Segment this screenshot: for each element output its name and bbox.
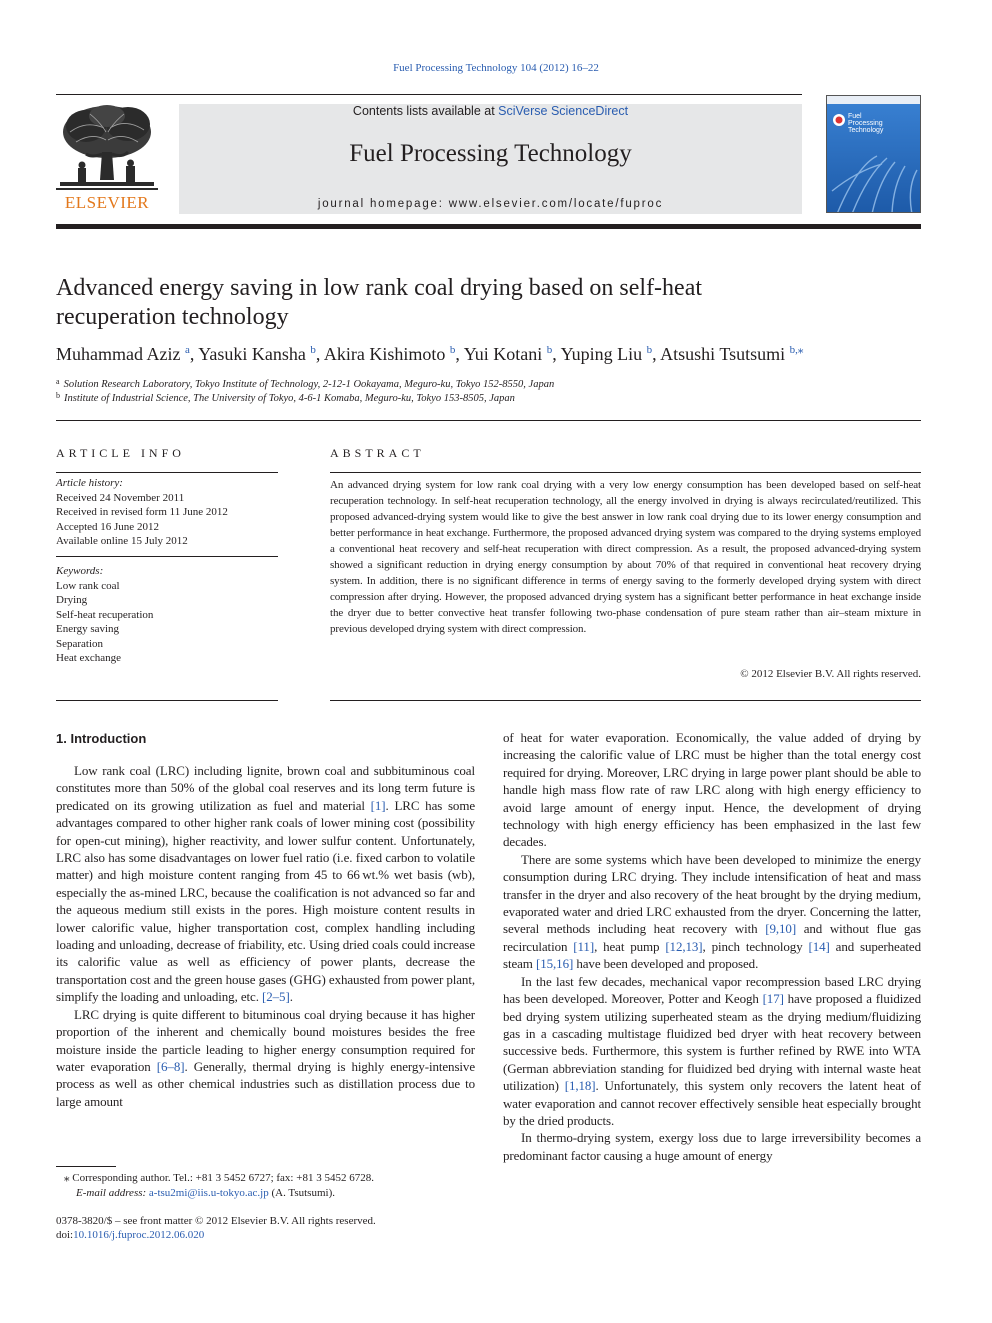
- citation-link[interactable]: [17]: [762, 991, 784, 1007]
- cover-title-line-1: Fuel: [848, 113, 862, 120]
- article-history-label: Article history:: [56, 477, 123, 489]
- history-item: Received in revised form 11 June 2012: [56, 506, 228, 518]
- journal-cover-thumbnail[interactable]: [826, 95, 921, 213]
- article-info-heading: ARTICLE INFO: [56, 446, 185, 460]
- keyword-item: Energy saving: [56, 623, 120, 635]
- citation-link[interactable]: [15,16]: [535, 956, 574, 972]
- author-name[interactable]: Atsushi Tsutsumi: [660, 344, 786, 364]
- doi-prefix: doi:: [56, 1229, 74, 1241]
- abstract-heading: ABSTRACT: [330, 446, 425, 460]
- citation-link[interactable]: [1]: [370, 797, 386, 813]
- author-affiliation-mark[interactable]: b: [310, 344, 316, 356]
- affiliation-mark: a: [56, 377, 60, 386]
- paragraph-text: have proposed a fluidized bed drying system utilizing superheated steam as the drying medium/fluidizing gas in a cascading multistage fluidized bed dryer with heat recovery between successive beds. Furthermore, this system is further refined by RWE into WTA (German abbreviation standing for fluidized bed drying with internal waste heat utilization): [503, 991, 921, 1094]
- body-column-left: [56, 762, 475, 1110]
- author-list: Muhammad Aziz $^a$, Yasuki Kansha $^b$, Akira Kishimoto $^b$, Yui Kotani $^b$, Yuping Liu $^b$, Atsushi Tsutsumi $^{b,⁎}$: [56, 344, 804, 364]
- body-paragraph: [503, 729, 921, 851]
- abstract-divider: [330, 700, 921, 701]
- paragraph-text: and without flue gas recirculation: [503, 921, 921, 954]
- body-column-right: [503, 729, 921, 1164]
- body-paragraph: [56, 762, 475, 1006]
- paragraph-text: . Generally, thermal drying is highly energy-intensive process as well as other chemical industries such as distillation process due to large amount: [56, 1058, 475, 1109]
- journal-title: Fuel Processing Technology: [349, 140, 632, 167]
- abstract-divider: [330, 472, 921, 473]
- affiliation-a: [56, 377, 554, 390]
- elsevier-wordmark: ELSEVIER: [64, 193, 150, 212]
- sciencedirect-link[interactable]: SciVerse ScienceDirect: [498, 104, 629, 118]
- journal-homepage-link[interactable]: journal homepage: www.elsevier.com/locate/fuproc: [317, 198, 664, 210]
- affiliation-b: [56, 391, 515, 404]
- keyword-item: Drying: [56, 594, 88, 606]
- paragraph-text: , heat pump: [594, 938, 666, 954]
- article-info-divider: [56, 556, 278, 557]
- paragraph-text: . LRC has some advantages compared to other higher rank coals of lower mining cost (possibility for open-cut mining), higher reactivity, and lower sulfur content. Unfortunately, LRC also has some disadvantages on lower fuel ratio (i.e. fixed carbon to volatile matter) and high moisture content ranging from 45 to 66 wt.% wet basis (wb), especially the as-mined LRC, because the coalification is not advanced so far and the aqueous medium still exists in the pores. High moisture content results in lower calorific value, higher transportation cost, complex handling including loading and unloading, decrease of friability, etc. Using dried coals could increase its calorific value as well as efficiency of power plants, decrease the transportation cost and the green house gases (GHG) exhausted from power plant, simplify the loading and unloading, etc.: [56, 797, 476, 1005]
- journal-cover-image: [827, 96, 921, 213]
- elsevier-tree-icon: [56, 102, 158, 194]
- keyword-item: Low rank coal: [56, 579, 120, 592]
- author-affiliation-mark[interactable]: b: [546, 344, 553, 356]
- citation-link[interactable]: [12,13]: [665, 938, 703, 954]
- paragraph-text: , pinch technology: [702, 938, 809, 954]
- section-heading: 1. Introduction: [56, 731, 147, 746]
- author-affiliation-mark[interactable]: b: [646, 344, 653, 356]
- keywords-label: Keywords:: [56, 565, 104, 577]
- paragraph-text: LRC drying is quite different to bituminous coal drying because it has higher proportion of the inherent and chemically bound moistures besides the free moisture inside the particle leading to higher energy consumption required for water evaporation: [56, 1006, 475, 1074]
- paragraph-text: of heat for water evaporation. Economically, the value added of drying by increasing the calorific value of LRC must be higher than the total energy cost required for drying. Moreover, LRC drying in large power plant should be able to handle high mass flow rate of raw LRC along with high energy efficiency to avoid large amount of energy input. Hence, the development of drying technology with high energy efficiency has been emphasized in the last few decades.: [503, 730, 921, 850]
- citation-link[interactable]: [6–8]: [156, 1058, 185, 1074]
- citation-link[interactable]: [2–5]: [262, 989, 290, 1005]
- paragraph-text: There are some systems which have been developed to minimize the energy consumption during LRC drying. They include intensification of heat and mass transfer in the dryer and also recovery of the heat brought by the drying medium, evaporated water and dried LRC exhausted from the dryer. Concerning the latter, several methods including heat recovery with: [503, 851, 921, 937]
- citation-link[interactable]: [9,10]: [765, 921, 797, 937]
- corresponding-author-note: ⁎ Corresponding author. Tel.: +81 3 5452 6727; fax: +81 3 5452 6728.: [64, 1172, 374, 1184]
- doi-line: [56, 1228, 204, 1243]
- email-note: [76, 1186, 335, 1201]
- masthead-thick-rule: [56, 224, 921, 229]
- article-title: Advanced energy saving in low rank coal drying based on self-heat recuperation technology: [56, 275, 703, 330]
- elsevier-logo[interactable]: [56, 102, 158, 214]
- email-link[interactable]: a-tsu2mi@iis.u-tokyo.ac.jp: [148, 1187, 269, 1199]
- author-affiliation-mark[interactable]: a: [184, 344, 190, 356]
- history-item: Received 24 November 2011: [56, 491, 185, 504]
- keywords: [56, 564, 278, 666]
- body-paragraph: [503, 851, 921, 973]
- affiliation-mark: b: [56, 391, 60, 400]
- citation-link[interactable]: [14]: [808, 938, 830, 954]
- contents-prefix: Contents lists available at: [352, 104, 499, 118]
- body-paragraph: [503, 973, 921, 1130]
- article-info-divider: [56, 472, 278, 473]
- keyword-item: Self-heat recuperation: [56, 608, 154, 621]
- article-info-divider: [56, 700, 278, 701]
- body-paragraph: [503, 1129, 921, 1164]
- affiliation-divider: [56, 420, 921, 421]
- author-name[interactable]: Muhammad Aziz: [56, 344, 181, 364]
- cover-title-line-3: Technology: [848, 127, 884, 134]
- paragraph-text: In thermo-drying system, exergy loss due to large irreversibility becomes a predominant factor causing a huge amount of energy: [503, 1130, 921, 1163]
- paragraph-text: Low rank coal (LRC) including lignite, brown coal and subbituminous coal constitutes more than 50% of the global coal reserves and its long term future is predicated on its growing utilization as fuel and material: [56, 763, 475, 813]
- author-name[interactable]: Akira Kishimoto: [323, 344, 446, 364]
- copyright-line: © 2012 Elsevier B.V. All rights reserved.: [740, 668, 921, 680]
- author-affiliation-mark[interactable]: b: [449, 344, 456, 356]
- contents-available-line: [179, 104, 802, 118]
- body-paragraph: [56, 1006, 475, 1110]
- affiliation-text: Solution Research Laboratory, Tokyo Institute of Technology, 2-12-1 Ookayama, Meguro-ku, Tokyo 152-8550, Japan: [63, 379, 555, 390]
- author-name[interactable]: Yasuki Kansha: [198, 344, 306, 364]
- email-suffix: (A. Tsutsumi).: [268, 1187, 335, 1199]
- masthead-top-rule: [56, 94, 802, 95]
- email-label: E-mail address:: [76, 1187, 147, 1199]
- citation-link[interactable]: [11]: [573, 938, 595, 954]
- front-matter-note: 0378-3820/$ – see front matter © 2012 Elsevier B.V. All rights reserved.: [56, 1215, 376, 1227]
- citation-link[interactable]: [1,18]: [564, 1078, 596, 1094]
- paragraph-text: .: [289, 989, 293, 1005]
- footnote-rule: [56, 1166, 116, 1167]
- paragraph-text: . Unfortunately, this system only recovers the latent heat of water evaporation and cannot recover effectively sensible heat especially brought by the dried products.: [503, 1078, 921, 1128]
- article-history: [56, 476, 278, 549]
- journal-reference[interactable]: Fuel Processing Technology 104 (2012) 16–22: [393, 62, 599, 74]
- paragraph-text: In the last few decades, mechanical vapor recompression based LRC drying has been developed. Moreover, Potter and Keogh: [503, 973, 921, 1007]
- cover-title-line-2: Processing: [848, 120, 883, 127]
- history-item: Accepted 16 June 2012: [56, 520, 159, 533]
- abstract-text: An advanced drying system for low rank coal drying with a very low energy consumption has been developed based on self-heat recuperation technology. In self-heat recuperation technology, all the energy involved in drying is always recirculated/reutilized. This proposed advanced-drying system would like to give the best answer in low rank coal drying due to its lower energy consumption and better performance in heat exchange. Furthermore, the proposed advanced drying system was compared to the drying systems employed a conventional heat recovery and self-heat recuperation with direct compression. As a result, the proposed advanced-drying system showed a significant reduction in drying energy consumption by about 70% of that required in conventional heat recovery drying system. In addition, there is no significant difference in terms of energy saving to the formerly developed drying system with direct compression after drying. However, the proposed advanced drying system has a significant better performance in heat exchange inside the dryer due to better convective heat transfer following two-phase condensation of pure steam rather than air–steam mixture in previous developed drying system with direct compression.: [330, 479, 921, 635]
- affiliation-text: Institute of Industrial Science, The University of Tokyo, 4-6-1 Komaba, Meguro-ku, Tokyo 153-8505, Japan: [64, 393, 515, 404]
- keyword-item: Heat exchange: [56, 652, 122, 664]
- author-name[interactable]: Yuping Liu: [560, 344, 643, 364]
- history-item: Available online 15 July 2012: [56, 535, 188, 547]
- doi-link[interactable]: 10.1016/j.fuproc.2012.06.020: [73, 1229, 205, 1241]
- keyword-item: Separation: [56, 637, 104, 650]
- paragraph-text: have been developed and proposed.: [573, 956, 759, 972]
- author-affiliation-mark[interactable]: b,⁎: [789, 344, 804, 356]
- author-name[interactable]: Yui Kotani: [463, 344, 543, 364]
- paragraph-text: and superheated steam: [503, 938, 921, 972]
